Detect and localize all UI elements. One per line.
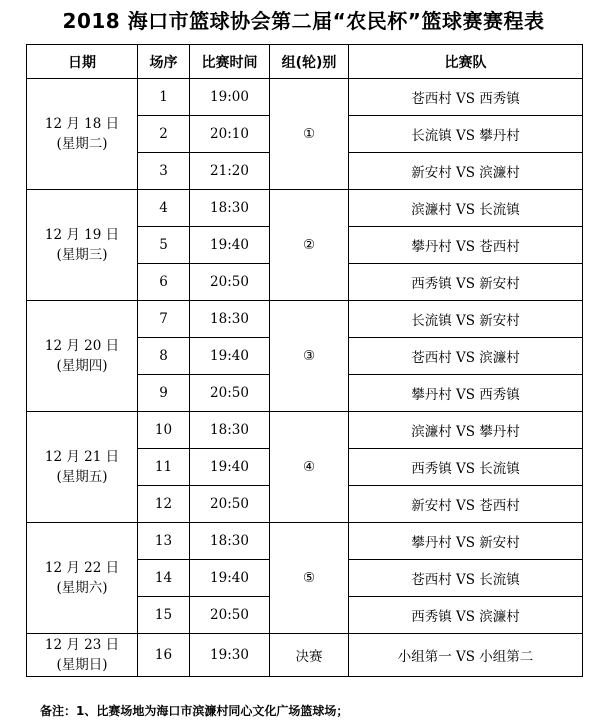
match-time: 21:20 (190, 153, 270, 190)
date-cell (27, 190, 138, 301)
match-teams: 滨濂村 VS 攀丹村 (349, 412, 583, 449)
weekday-text: (星期三) (56, 247, 108, 263)
weekday-text: (星期五) (56, 469, 108, 485)
date-text: 12 月 23 日 (44, 637, 120, 653)
match-order: 1 (138, 79, 190, 116)
note-text: 备注：1、比赛场地为海口市滨濂村同心文化广场篮球场； (40, 704, 349, 718)
match-teams: 苍西村 VS 滨濂村 (349, 338, 583, 375)
match-order: 10 (138, 412, 190, 449)
header-teams: 比赛队 (349, 45, 583, 79)
match-time: 18:30 (190, 523, 270, 560)
match-time: 18:30 (190, 190, 270, 227)
match-order: 13 (138, 523, 190, 560)
match-order: 14 (138, 560, 190, 597)
match-time: 19:00 (190, 79, 270, 116)
table-row (27, 412, 583, 449)
date-cell (27, 79, 138, 190)
final-row (27, 634, 583, 677)
header-date: 日期 (27, 45, 138, 79)
match-time: 20:50 (190, 375, 270, 412)
match-teams: 新安村 VS 苍西村 (349, 486, 583, 523)
match-order: 4 (138, 190, 190, 227)
weekday-text: (星期六) (56, 580, 108, 596)
table-row (27, 523, 583, 560)
match-teams: 西秀镇 VS 长流镇 (349, 449, 583, 486)
final-label: 决赛 (270, 634, 349, 677)
match-teams: 攀丹村 VS 西秀镇 (349, 375, 583, 412)
match-order: 12 (138, 486, 190, 523)
table-row (27, 79, 583, 116)
table-header-row (27, 45, 583, 79)
match-order: 9 (138, 375, 190, 412)
match-order: 7 (138, 301, 190, 338)
date-cell (27, 301, 138, 412)
match-teams: 苍西村 VS 西秀镇 (349, 79, 583, 116)
match-time: 19:40 (190, 227, 270, 264)
match-teams: 长流镇 VS 新安村 (349, 301, 583, 338)
header-time: 比赛时间 (190, 45, 270, 79)
match-time: 20:50 (190, 264, 270, 301)
match-time: 18:30 (190, 301, 270, 338)
match-order: 5 (138, 227, 190, 264)
match-time: 19:40 (190, 338, 270, 375)
date-cell (27, 523, 138, 634)
match-order: 8 (138, 338, 190, 375)
group-cell: ② (270, 190, 349, 301)
header-group: 组(轮)别 (270, 45, 349, 79)
match-time: 19:30 (190, 634, 270, 677)
group-cell: ③ (270, 301, 349, 412)
date-text: 12 月 18 日 (44, 116, 120, 132)
date-cell (27, 412, 138, 523)
date-text: 12 月 20 日 (44, 338, 120, 354)
weekday-text: (星期四) (56, 358, 108, 374)
match-teams: 小组第一 VS 小组第二 (349, 634, 583, 677)
match-teams: 攀丹村 VS 新安村 (349, 523, 583, 560)
weekday-text: (星期日) (56, 657, 108, 673)
match-teams: 长流镇 VS 攀丹村 (349, 116, 583, 153)
match-order: 11 (138, 449, 190, 486)
page-title: 2018 海口市篮球协会第二届“农民杯”篮球赛赛程表 (62, 9, 545, 33)
match-time: 19:40 (190, 449, 270, 486)
match-teams: 攀丹村 VS 苍西村 (349, 227, 583, 264)
match-time: 20:10 (190, 116, 270, 153)
date-cell (27, 634, 138, 677)
match-teams: 新安村 VS 滨濂村 (349, 153, 583, 190)
table-row (27, 301, 583, 338)
date-text: 12 月 19 日 (44, 227, 120, 243)
match-teams: 西秀镇 VS 新安村 (349, 264, 583, 301)
group-cell: ④ (270, 412, 349, 523)
match-order: 15 (138, 597, 190, 634)
header-order: 场序 (138, 45, 190, 79)
group-cell: ① (270, 79, 349, 190)
schedule-table (26, 44, 583, 677)
match-time: 20:50 (190, 597, 270, 634)
match-time: 20:50 (190, 486, 270, 523)
match-teams: 西秀镇 VS 滨濂村 (349, 597, 583, 634)
match-order: 3 (138, 153, 190, 190)
table-row (27, 190, 583, 227)
match-order: 2 (138, 116, 190, 153)
match-time: 18:30 (190, 412, 270, 449)
match-time: 19:40 (190, 560, 270, 597)
date-text: 12 月 21 日 (44, 449, 120, 465)
weekday-text: (星期二) (56, 136, 108, 152)
match-teams: 苍西村 VS 长流镇 (349, 560, 583, 597)
group-cell: ⑤ (270, 523, 349, 634)
date-text: 12 月 22 日 (44, 560, 120, 576)
match-order: 16 (138, 634, 190, 677)
match-teams: 滨濂村 VS 长流镇 (349, 190, 583, 227)
match-order: 6 (138, 264, 190, 301)
